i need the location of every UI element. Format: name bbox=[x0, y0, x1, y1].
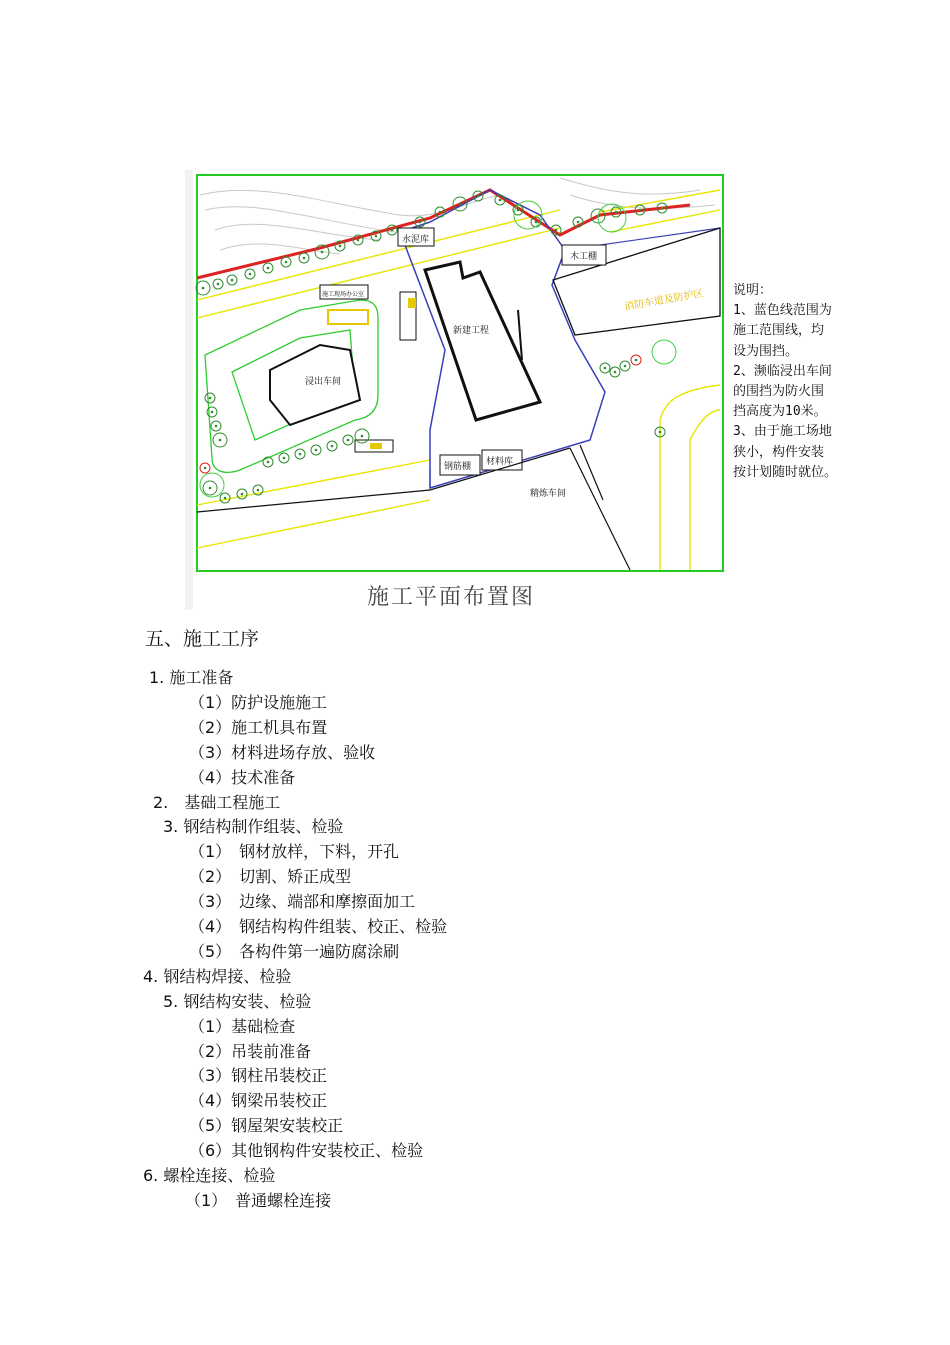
tree-center bbox=[391, 229, 394, 232]
tree-center bbox=[241, 493, 244, 496]
tree-center bbox=[517, 209, 520, 212]
note-line: 的围挡为防火围 bbox=[733, 384, 825, 400]
note-line: 挡高度为10米。 bbox=[733, 404, 827, 420]
note-line: 2、濒临浸出车间 bbox=[733, 363, 832, 379]
material-store-label: 材料库 bbox=[486, 457, 514, 467]
tree-center bbox=[639, 209, 642, 212]
tree-center bbox=[339, 245, 342, 248]
tree-center bbox=[315, 449, 318, 452]
tree-center bbox=[285, 261, 288, 264]
list-item: （6）其他钢构件安装校正、检验 bbox=[189, 1141, 424, 1160]
list-item: （1） 钢材放样，下料，开孔 bbox=[189, 842, 400, 861]
tree-center bbox=[439, 211, 442, 214]
scan-edge bbox=[185, 170, 193, 610]
note-line: 设为围挡。 bbox=[733, 343, 799, 359]
tree-center bbox=[375, 235, 378, 238]
tree-center bbox=[459, 203, 462, 206]
section-title: 五、施工工序 bbox=[145, 628, 260, 650]
tree-center bbox=[211, 411, 214, 414]
tree-center bbox=[267, 461, 270, 464]
refining-workshop-label: 精炼车间 bbox=[530, 489, 567, 499]
note-line: 说明： bbox=[733, 283, 773, 298]
list-item: （1）基础检查 bbox=[189, 1017, 296, 1036]
tree-center bbox=[604, 367, 607, 370]
list-item: （4）技术准备 bbox=[189, 768, 296, 787]
note-line: 狭小，构件安装 bbox=[733, 444, 825, 460]
tree-center bbox=[577, 221, 580, 224]
tree-center bbox=[299, 453, 302, 456]
list-item: （3） 边缘、端部和摩擦面加工 bbox=[189, 892, 416, 911]
list-item: 1. 施工准备 bbox=[149, 668, 234, 687]
tree-center bbox=[215, 425, 218, 428]
rebar-shed-label: 钢筋棚 bbox=[444, 462, 472, 472]
list-item: （5）钢屋架安装校正 bbox=[189, 1116, 344, 1135]
tree-center bbox=[615, 211, 618, 214]
gate-marker bbox=[370, 443, 382, 449]
tree-center bbox=[217, 283, 220, 286]
tree-center bbox=[661, 207, 664, 210]
tree-center bbox=[224, 497, 227, 500]
tree-center bbox=[303, 257, 306, 260]
tree-center bbox=[283, 457, 286, 460]
list-item: （2） 切割、矫正成型 bbox=[189, 867, 352, 886]
list-item: （5） 各构件第一遍防腐涂刷 bbox=[189, 942, 400, 961]
carpentry-shed-label: 木工棚 bbox=[570, 252, 598, 262]
list-item: （2）吊装前准备 bbox=[189, 1042, 312, 1061]
tree-center bbox=[635, 359, 638, 362]
tree-center bbox=[321, 251, 324, 254]
preventive-zone-label: 消防车道及防护区 bbox=[623, 288, 705, 313]
tree-center bbox=[267, 267, 270, 270]
tree-center bbox=[347, 439, 350, 442]
plan-caption: 施工平面布置图 bbox=[367, 585, 536, 610]
tree-center bbox=[535, 221, 538, 224]
list-item: （4） 钢结构构件组装、校正、检验 bbox=[189, 917, 448, 936]
list-item: （4）钢梁吊装校正 bbox=[189, 1091, 328, 1110]
plan-notes bbox=[733, 281, 853, 483]
new-building-label: 新建工程 bbox=[453, 326, 490, 336]
list-item: 6. 螺栓连接、检验 bbox=[143, 1166, 276, 1185]
list-item: 3. 钢结构制作组装、检验 bbox=[163, 817, 344, 836]
wash-out-workshop-label: 浸出车间 bbox=[305, 377, 342, 387]
tree-center bbox=[331, 445, 334, 448]
tree-center bbox=[219, 439, 222, 442]
tree-center bbox=[477, 195, 480, 198]
tree-center bbox=[361, 435, 364, 438]
list-item: （1） 普通螺栓连接 bbox=[185, 1191, 332, 1210]
note-line: 1、蓝色线范围为 bbox=[733, 303, 832, 319]
tree-center bbox=[202, 287, 205, 290]
tree-center bbox=[659, 431, 662, 434]
site-office-label: 施工现场办公室 bbox=[322, 291, 365, 298]
tree-center bbox=[357, 239, 360, 242]
tree-center bbox=[231, 279, 234, 282]
tree-center bbox=[499, 199, 502, 202]
tree-center bbox=[204, 467, 207, 470]
note-line: 施工范围线，均 bbox=[733, 323, 825, 339]
tree-center bbox=[419, 221, 422, 224]
cement-store-label: 水泥库 bbox=[402, 235, 430, 245]
list-item: （3）材料进场存放、验收 bbox=[189, 743, 376, 762]
note-line: 3、由于施工场地 bbox=[733, 424, 832, 440]
list-item: 2. 基础工程施工 bbox=[153, 793, 281, 812]
tree-center bbox=[249, 273, 252, 276]
list-item: （3）钢柱吊装校正 bbox=[189, 1066, 328, 1085]
list-item: （2）施工机具布置 bbox=[189, 718, 328, 737]
tree-center bbox=[614, 371, 617, 374]
note-line: 按计划随时就位。 bbox=[733, 464, 838, 480]
tree-center bbox=[257, 489, 260, 492]
tree-center bbox=[209, 487, 212, 490]
tree-center bbox=[209, 397, 212, 400]
tree-center bbox=[555, 229, 558, 232]
list-item: 4. 钢结构焊接、检验 bbox=[143, 967, 292, 986]
list-item: 5. 钢结构安装、检验 bbox=[163, 992, 312, 1011]
tree-center bbox=[624, 365, 627, 368]
machinery-marker bbox=[408, 298, 416, 308]
list-item: （1）防护设施施工 bbox=[189, 693, 328, 712]
